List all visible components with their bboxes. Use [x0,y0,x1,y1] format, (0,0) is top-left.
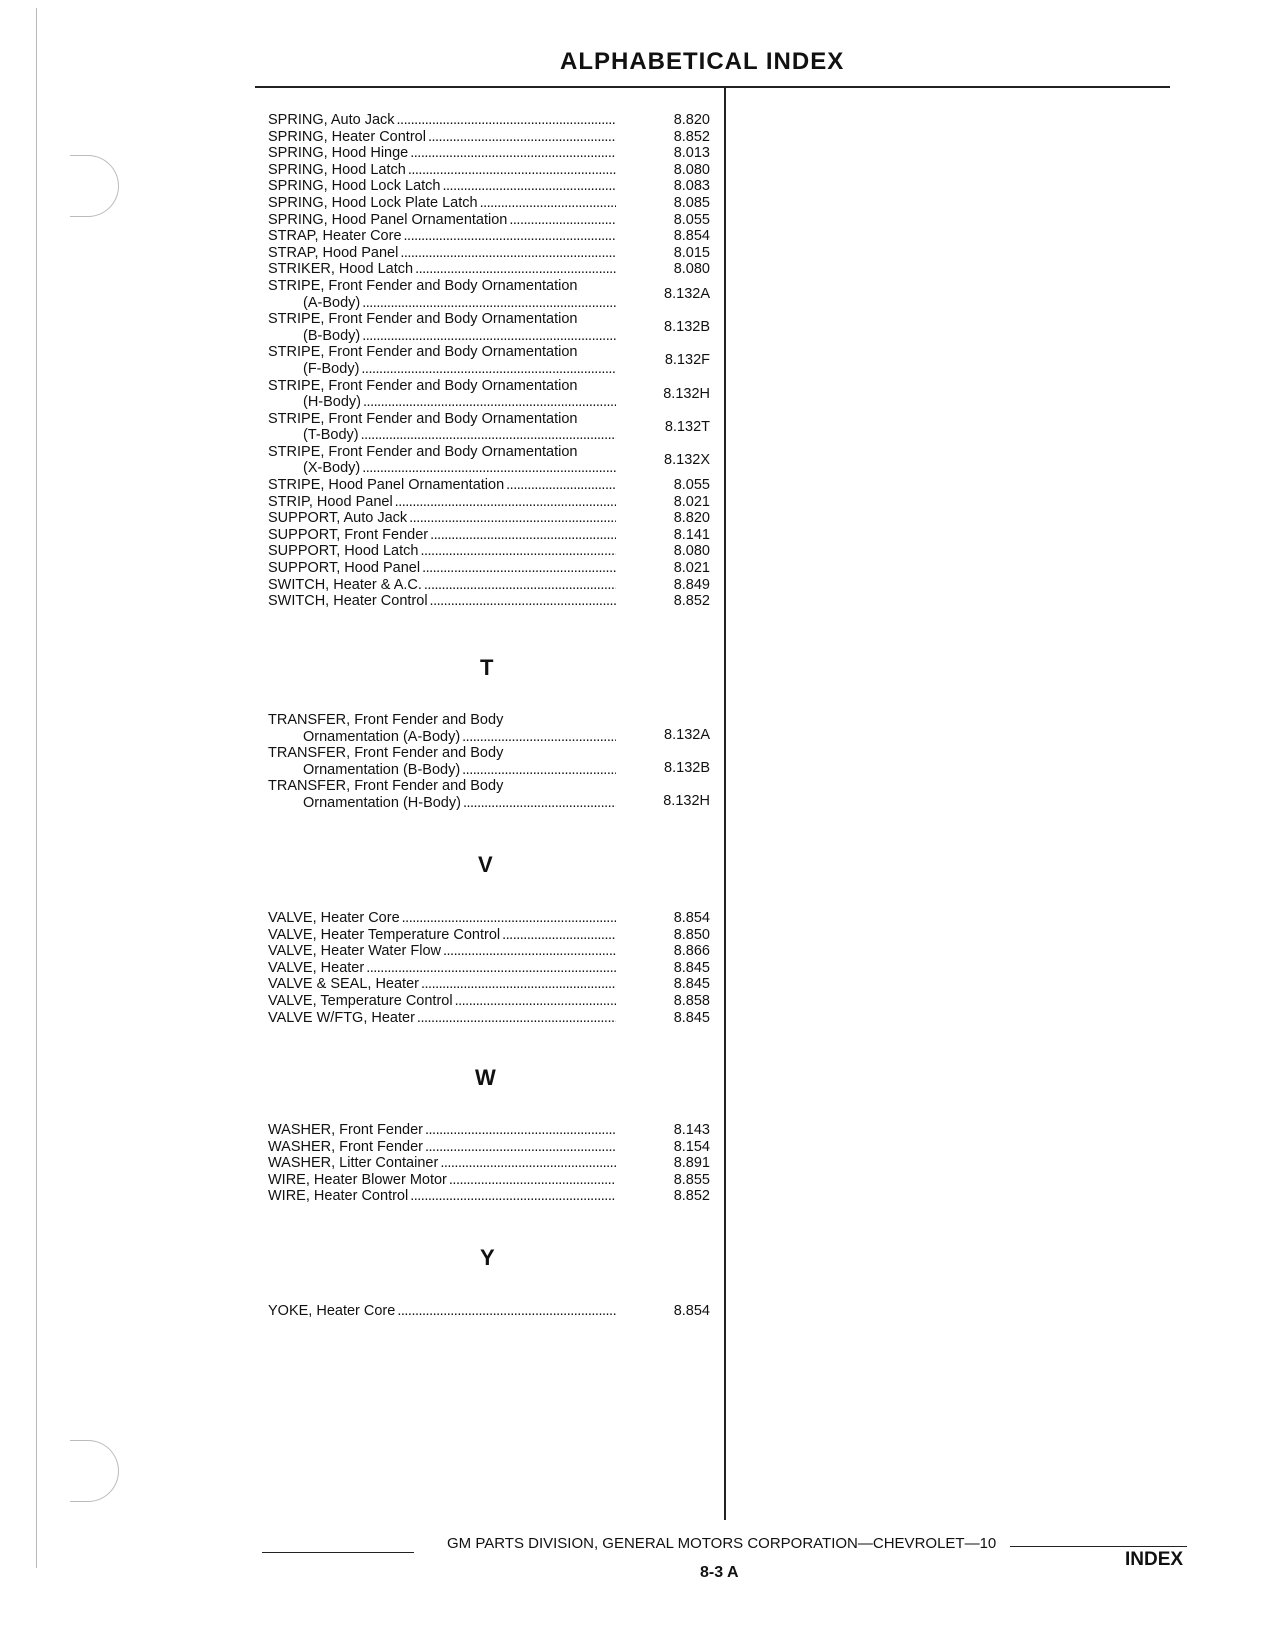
page-number: 8-3 A [700,1564,739,1581]
index-entry: WASHER, Front Fender ..... 8.143 [268,1122,718,1139]
section-letter-v: V [478,852,493,877]
index-entry: STRIPE, Front Fender and Body Ornamentation (A-Body) ..... 8.132A [268,278,718,311]
index-entry: STRIPE, Front Fender and Body Ornamentation (B-Body) ..... 8.132B [268,311,718,344]
index-section-s [268,112,718,610]
index-entry: SUPPORT, Hood Latch ..... 8.080 [268,543,718,560]
index-section-v [268,910,718,1026]
index-entry: SWITCH, Heater & A.C. ..... 8.849 [268,577,718,594]
index-entry: VALVE & SEAL, Heater ..... 8.845 [268,976,718,993]
index-entry: SPRING, Hood Lock Latch ..... 8.083 [268,178,718,195]
index-entry: YOKE, Heater Core ..... 8.854 [268,1303,718,1320]
binder-margin-line [36,8,37,1568]
index-entry: SPRING, Hood Lock Plate Latch ..... 8.085 [268,195,718,212]
footer-rule-right [1010,1546,1187,1547]
index-entry: SWITCH, Heater Control ..... 8.852 [268,593,718,610]
index-entry: SPRING, Auto Jack ..... 8.820 [268,112,718,129]
index-entry: WASHER, Litter Container ..... 8.891 [268,1155,718,1172]
section-letter-w: W [475,1065,496,1090]
index-section-t [268,712,718,812]
index-entry: VALVE, Heater Core ..... 8.854 [268,910,718,927]
column-rule [724,88,726,1520]
title-rule [255,86,1170,88]
index-entry: VALVE, Heater Water Flow ..... 8.866 [268,943,718,960]
index-entry: TRANSFER, Front Fender and Body Ornamentation (H-Body) ..... 8.132H [268,778,718,811]
index-entry: TRANSFER, Front Fender and Body Ornamentation (A-Body) ..... 8.132A [268,712,718,745]
index-entry: WIRE, Heater Control ..... 8.852 [268,1188,718,1205]
section-tab-label: INDEX [1125,1549,1184,1570]
index-section-w [268,1122,718,1205]
footer-rule-left [262,1552,414,1553]
index-entry: SPRING, Heater Control ..... 8.852 [268,129,718,146]
index-entry: SUPPORT, Hood Panel ..... 8.021 [268,560,718,577]
punch-hole [70,1440,119,1502]
index-entry: VALVE W/FTG, Heater ..... 8.845 [268,1010,718,1027]
index-entry: STRIPE, Front Fender and Body Ornamentation (H-Body) ..... 8.132H [268,378,718,411]
index-entry: WASHER, Front Fender ..... 8.154 [268,1139,718,1156]
index-entry: STRAP, Heater Core ..... 8.854 [268,228,718,245]
index-entry: SPRING, Hood Latch ..... 8.080 [268,162,718,179]
index-entry: VALVE, Temperature Control ..... 8.858 [268,993,718,1010]
index-entry: SUPPORT, Auto Jack ..... 8.820 [268,510,718,527]
page-title: ALPHABETICAL INDEX [560,48,845,75]
index-entry: STRIP, Hood Panel ..... 8.021 [268,494,718,511]
index-entry: TRANSFER, Front Fender and Body Ornamentation (B-Body) ..... 8.132B [268,745,718,778]
index-entry: STRIPE, Front Fender and Body Ornamentation (T-Body) ..... 8.132T [268,411,718,444]
index-entry: WIRE, Heater Blower Motor ..... 8.855 [268,1172,718,1189]
section-letter-y: Y [480,1245,495,1270]
index-entry: VALVE, Heater Temperature Control ..... 8.850 [268,927,718,944]
section-letter-t: T [480,655,494,680]
index-entry: STRAP, Hood Panel ..... 8.015 [268,245,718,262]
index-entry: STRIPE, Front Fender and Body Ornamentation (F-Body) ..... 8.132F [268,344,718,377]
index-entry: SUPPORT, Front Fender ..... 8.141 [268,527,718,544]
index-entry: STRIKER, Hood Latch ..... 8.080 [268,261,718,278]
footer-publisher: GM PARTS DIVISION, GENERAL MOTORS CORPORATION—CHEVROLET—10 [447,1535,997,1552]
index-entry: SPRING, Hood Hinge ..... 8.013 [268,145,718,162]
index-entry: STRIPE, Front Fender and Body Ornamentation (X-Body) ..... 8.132X [268,444,718,477]
punch-hole [70,155,119,217]
index-entry: SPRING, Hood Panel Ornamentation ..... 8.055 [268,212,718,229]
index-entry: STRIPE, Hood Panel Ornamentation ..... 8.055 [268,477,718,494]
index-section-y [268,1303,718,1320]
index-entry: VALVE, Heater ..... 8.845 [268,960,718,977]
